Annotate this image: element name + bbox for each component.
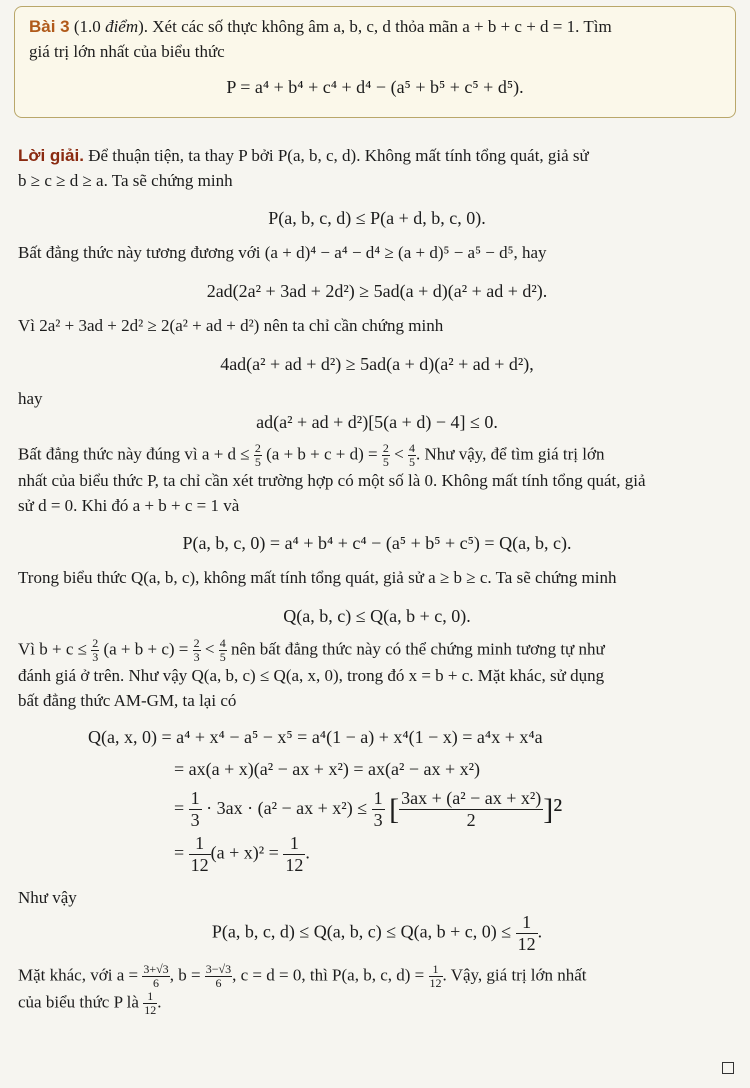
text-span: =: [174, 842, 185, 863]
frac-num: 1: [189, 833, 211, 855]
text-span: <: [394, 444, 404, 464]
frac-num: 2: [193, 636, 200, 651]
frac-num: 2: [382, 440, 389, 455]
frac-den: 5: [254, 454, 261, 469]
text-span: · 3ax · (a² − ax + x²) ≤: [206, 797, 368, 818]
frac-den: 12: [517, 934, 536, 955]
problem-header: [29, 15, 721, 40]
frac-den: 6: [215, 975, 222, 990]
solution-para-4: hay: [18, 388, 43, 408]
solution-para-1: [18, 144, 736, 169]
equation-6: Q(a, b, c) ≤ Q(a, b + c, 0).: [283, 605, 471, 626]
frac-num: 1: [190, 788, 200, 809]
frac-num: 1: [283, 833, 305, 855]
solution-para-7c: bất đẳng thức AM-GM, ta lại có: [18, 691, 237, 711]
frac-den: 12: [190, 855, 209, 876]
fraction: [205, 963, 232, 990]
frac-den: 5: [408, 454, 415, 469]
frac-num: 4: [219, 636, 226, 651]
bracket-open: [: [389, 792, 400, 826]
equation-2: 2ad(2a² + 3ad + 2d²) ≥ 5ad(a + d)(a² + ad + d²).: [206, 281, 548, 302]
fraction: [189, 788, 202, 830]
solution-para-3: Vì 2a² + 3ad + 2d² ≥ 2(a² + ad + d²) nên ta chỉ cần chứng minh: [18, 316, 444, 336]
solution-para-7a: [18, 637, 736, 664]
equation-8: [18, 912, 736, 954]
text-span: P(a, b, c, d) ≤ Q(a, b, c) ≤ Q(a, b + c, 0) ≤: [211, 921, 512, 942]
text-span: , c = d = 0, thì P(a, b, c, d) =: [232, 965, 425, 985]
solution-text-1a: Để thuận tiện, ta thay P bởi P(a, b, c, d). Không mất tính tổng quát, giả sử: [88, 146, 589, 165]
text-span: .: [537, 921, 543, 942]
solution: [18, 140, 736, 1018]
frac-den: 6: [153, 975, 159, 990]
solution-para-9a: [18, 963, 736, 990]
problem-formula: P = a⁴ + b⁴ + c⁴ + d⁴ − (a⁵ + b⁵ + c⁵ + d⁵).: [226, 77, 524, 98]
frac-num: 1: [373, 788, 383, 809]
frac-den: 3: [373, 810, 383, 831]
fraction: [516, 912, 538, 954]
frac-num: 4: [408, 440, 415, 455]
solution-para-8: Như vậy: [18, 887, 77, 907]
frac-den: 12: [144, 1003, 157, 1018]
solution-para-5b: nhất của biểu thức P, ta chỉ cần xét trường hợp có một số là 0. Không mất tính tổng quát, giả: [18, 470, 646, 490]
text-span: , b =: [169, 965, 201, 985]
problem-text-2: giá trị lớn nhất của biểu thức: [29, 41, 225, 61]
frac-num: 3−√3: [205, 961, 232, 976]
frac-den: 2: [466, 810, 476, 831]
frac-num: 3+√3: [143, 961, 169, 976]
text-span: .: [305, 842, 310, 863]
fraction: [219, 637, 227, 664]
text-span: nên bất đẳng thức này có thể chứng minh tương tự như: [231, 639, 605, 659]
frac-num: 3ax + (a² − ax + x²): [401, 788, 542, 809]
aligned-equations: [88, 724, 736, 876]
text-span: (a + x)² =: [210, 842, 279, 863]
fraction: [399, 788, 543, 830]
bracket-close: ]²: [543, 792, 563, 826]
solution-para-9b: [18, 990, 736, 1017]
solution-para-5c: sử d = 0. Khi đó a + b + c = 1 và: [18, 495, 240, 515]
problem-box: [14, 6, 736, 118]
frac-den: 3: [92, 650, 99, 665]
text-span: Mặt khác, với a =: [18, 965, 139, 985]
solution-label: Lời giải.: [18, 146, 84, 165]
frac-den: 5: [219, 650, 226, 665]
text-span: =: [174, 797, 185, 818]
text-span: của biểu thức P là: [18, 992, 139, 1012]
problem-points-unit: điểm: [105, 17, 139, 36]
frac-num: 2: [92, 636, 99, 651]
problem-points-close: ).: [138, 17, 149, 36]
align-row-2: = ax(a + x)(a² − ax + x²) = ax(a² − ax + x²): [174, 758, 481, 779]
text-span: Bất đẳng thức này đúng vì a + d ≤: [18, 444, 250, 464]
equation-3: 4ad(a² + ad + d²) ≥ 5ad(a + d)(a² + ad + d²),: [220, 353, 534, 374]
fraction: [189, 833, 211, 875]
frac-den: 12: [429, 975, 442, 990]
frac-num: 1: [429, 963, 443, 977]
frac-den: 3: [193, 650, 200, 665]
text-span: (a + b + c + d) =: [266, 444, 378, 464]
solution-para-7b: đánh giá ở trên. Như vậy Q(a, b, c) ≤ Q(a, x, 0), trong đó x = b + c. Mặt khác, sử dụng: [18, 666, 605, 686]
fraction: [382, 442, 390, 469]
frac-num: 1: [516, 912, 538, 934]
fraction: [283, 833, 305, 875]
problem-points: (1.0: [73, 17, 101, 36]
frac-den: 12: [285, 855, 304, 876]
text-span: Vì b + c ≤: [18, 639, 87, 659]
fraction: [408, 442, 416, 469]
text-span: . Vậy, giá trị lớn nhất: [442, 965, 587, 985]
align-row-3: [174, 788, 736, 832]
fraction: [143, 990, 157, 1017]
fraction: [429, 963, 443, 990]
frac-num: 1: [143, 990, 157, 1004]
frac-den: 5: [382, 454, 389, 469]
align-row-1: Q(a, x, 0) = a⁴ + x⁴ − a⁵ − x⁵ = a⁴(1 − a) + x⁴(1 − x) = a⁴x + x⁴a: [88, 726, 543, 747]
text-span: <: [204, 639, 215, 659]
frac-den: 3: [190, 810, 200, 831]
equation-1: P(a, b, c, d) ≤ P(a + d, b, c, 0).: [268, 208, 486, 229]
fraction: [142, 963, 169, 990]
fraction: [91, 637, 99, 664]
equation-4: ad(a² + ad + d²)[5(a + d) − 4] ≤ 0.: [256, 412, 498, 433]
frac-num: 2: [254, 440, 261, 455]
equation-5: P(a, b, c, 0) = a⁴ + b⁴ + c⁴ − (a⁵ + b⁵ + c⁵) = Q(a, b, c).: [182, 533, 572, 554]
solution-para-2: Bất đẳng thức này tương đương với (a + d)⁴ − a⁴ − d⁴ ≥ (a + d)⁵ − a⁵ − d⁵, hay: [18, 243, 547, 263]
problem-label: Bài 3: [29, 17, 70, 36]
solution-para-6: Trong biểu thức Q(a, b, c), không mất tính tổng quát, giả sử a ≥ b ≥ c. Ta sẽ chứng minh: [18, 568, 617, 588]
text-span: .: [157, 992, 162, 1012]
solution-text-1b: b ≥ c ≥ d ≥ a. Ta sẽ chứng minh: [18, 170, 233, 190]
fraction: [372, 788, 385, 830]
fraction: [193, 637, 201, 664]
fraction: [254, 442, 262, 469]
align-row-4: [174, 833, 736, 875]
solution-para-5a: [18, 442, 736, 469]
text-span: . Như vậy, để tìm giá trị lớn: [415, 444, 605, 464]
qed-square-icon: [722, 1062, 734, 1074]
problem-text-1: Xét các số thực không âm a, b, c, d thỏa mãn a + b + c + d = 1. Tìm: [152, 17, 612, 36]
text-span: (a + b + c) =: [103, 639, 189, 659]
